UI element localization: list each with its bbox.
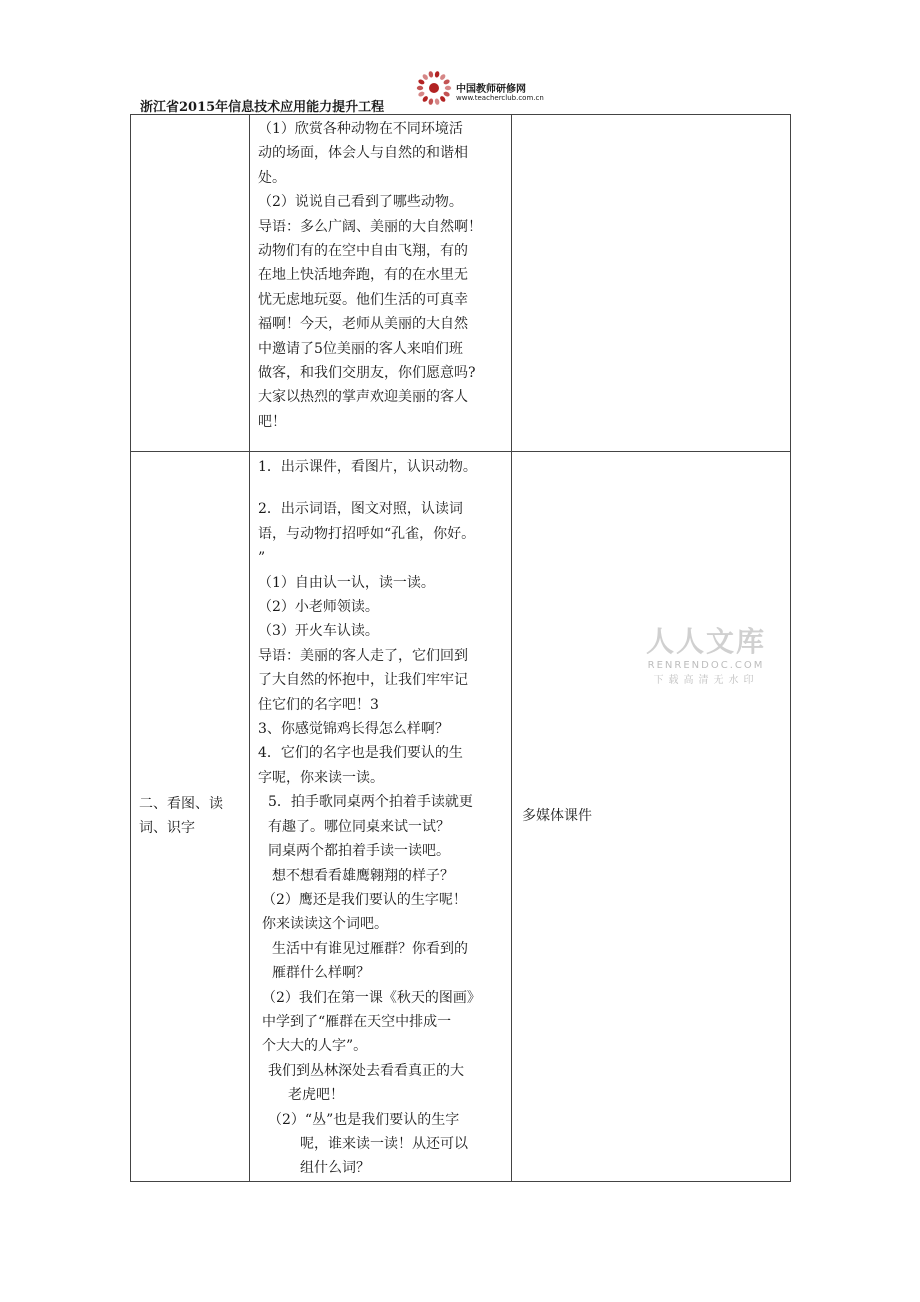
media-cell xyxy=(512,452,791,1182)
activity-line: 5．拍手歌同桌两个拍着手读就更 xyxy=(268,794,473,811)
activity-line: 做客，和我们交朋友，你们愿意吗? xyxy=(258,365,476,382)
media-cell xyxy=(512,115,791,452)
teacherclub-logo-icon xyxy=(410,66,458,110)
logo-url: www.teacherclub.com.cn xyxy=(456,94,544,102)
activity-line: 导语：多么广阔、美丽的大自然啊！ xyxy=(258,218,482,235)
activity-line: （2）我们在第一课《秋天的图画》 xyxy=(262,989,481,1006)
media-label: 多媒体课件 xyxy=(522,808,592,825)
watermark xyxy=(636,620,776,686)
activity-line: 我们到丛林深处去看看真正的大 xyxy=(268,1062,464,1079)
activity-line: 住它们的名字吧！3 xyxy=(258,696,379,713)
activity-line: 导语：美丽的客人走了，它们回到 xyxy=(258,647,468,664)
stage-label: 二、看图、读词、识字 xyxy=(139,796,223,837)
activity-line: 处。 xyxy=(258,169,286,186)
activity-line: （1）自由认一认，读一读。 xyxy=(258,574,435,591)
activity-line: 大家以热烈的掌声欢迎美丽的客人 xyxy=(258,389,468,406)
activity-line: 在地上快活地奔跑，有的在水里无 xyxy=(258,267,468,284)
activity-line: 3、你感觉锦鸡长得怎么样啊？ xyxy=(258,721,449,738)
header-title: 浙江省2015年信息技术应用能力提升工程 xyxy=(140,100,385,115)
activity-line: （2）鹰还是我们要认的生字呢！ xyxy=(262,891,467,908)
stage-cell xyxy=(131,115,250,452)
table-row xyxy=(131,115,791,452)
activity-line: 同桌两个都拍着手读一读吧。 xyxy=(268,843,450,860)
activity-line: 动物们有的在空中自由飞翔，有的 xyxy=(258,243,468,260)
activity-line: 生活中有谁见过雁群？你看到的 xyxy=(272,940,468,957)
activity-line: 有趣了。哪位同桌来试一试？ xyxy=(268,818,450,835)
activity-line: （2）小老师领读。 xyxy=(258,599,379,616)
activity-line: 了大自然的怀抱中，让我们牢牢记 xyxy=(258,672,468,689)
activity-line: 2．出示词语，图文对照，认读词 xyxy=(258,501,463,518)
activity-line: 中学到了“雁群在天空中排成一 xyxy=(262,1013,452,1030)
activity-line: 组什么词？ xyxy=(300,1160,370,1177)
watermark-subtitle: 下载高清无水印 xyxy=(653,675,759,686)
activity-line: 动的场面，体会人与自然的和谐相 xyxy=(258,145,468,162)
activity-cell xyxy=(250,452,512,1182)
logo-name: 中国教师研修网 xyxy=(456,84,526,95)
watermark-title: 人人文库 xyxy=(645,625,766,658)
activity-line: 呢，谁来读一读！从还可以 xyxy=(300,1135,468,1152)
activity-line: （2）“丛”也是我们要认的生字 xyxy=(268,1111,460,1128)
page-header xyxy=(130,60,790,114)
activity-line: 你来读读这个词吧。 xyxy=(262,916,388,933)
stage-cell xyxy=(131,452,250,1182)
activity-line: 吧！ xyxy=(258,413,286,430)
activity-line: 想不想看看雄鹰翱翔的样子？ xyxy=(272,867,454,884)
activity-line: 老虎吧！ xyxy=(288,1087,344,1104)
activity-line: 福啊！今天，老师从美丽的大自然 xyxy=(258,316,468,333)
activity-line: （1）欣赏各种动物在不同环境活 xyxy=(258,121,463,137)
activity-text xyxy=(250,115,511,434)
activity-line: 语，与动物打招呼如“孔雀，你好。 xyxy=(258,525,476,542)
activity-cell xyxy=(250,115,512,452)
activity-line: 忧无虑地玩耍。他们生活的可真幸 xyxy=(258,291,468,308)
activity-line: ” xyxy=(258,550,266,567)
activity-line: 4．它们的名字也是我们要认的生 xyxy=(258,745,463,762)
activity-line: 1．出示课件，看图片，认识动物。 xyxy=(258,459,477,475)
activity-line: 雁群什么样啊？ xyxy=(272,965,370,982)
watermark-domain: RENRENDOC.COM xyxy=(647,660,765,671)
activity-line: （2）说说自己看到了哪些动物。 xyxy=(258,194,463,211)
activity-line: （3）开火车认读。 xyxy=(258,623,379,640)
activity-text xyxy=(250,452,511,1181)
activity-line: 字呢，你来读一读。 xyxy=(258,769,384,786)
table-row xyxy=(131,452,791,1182)
activity-line: 个大大的人字”。 xyxy=(262,1038,368,1055)
activity-line xyxy=(258,479,507,497)
activity-line: 中邀请了5位美丽的客人来咱们班 xyxy=(258,340,463,357)
